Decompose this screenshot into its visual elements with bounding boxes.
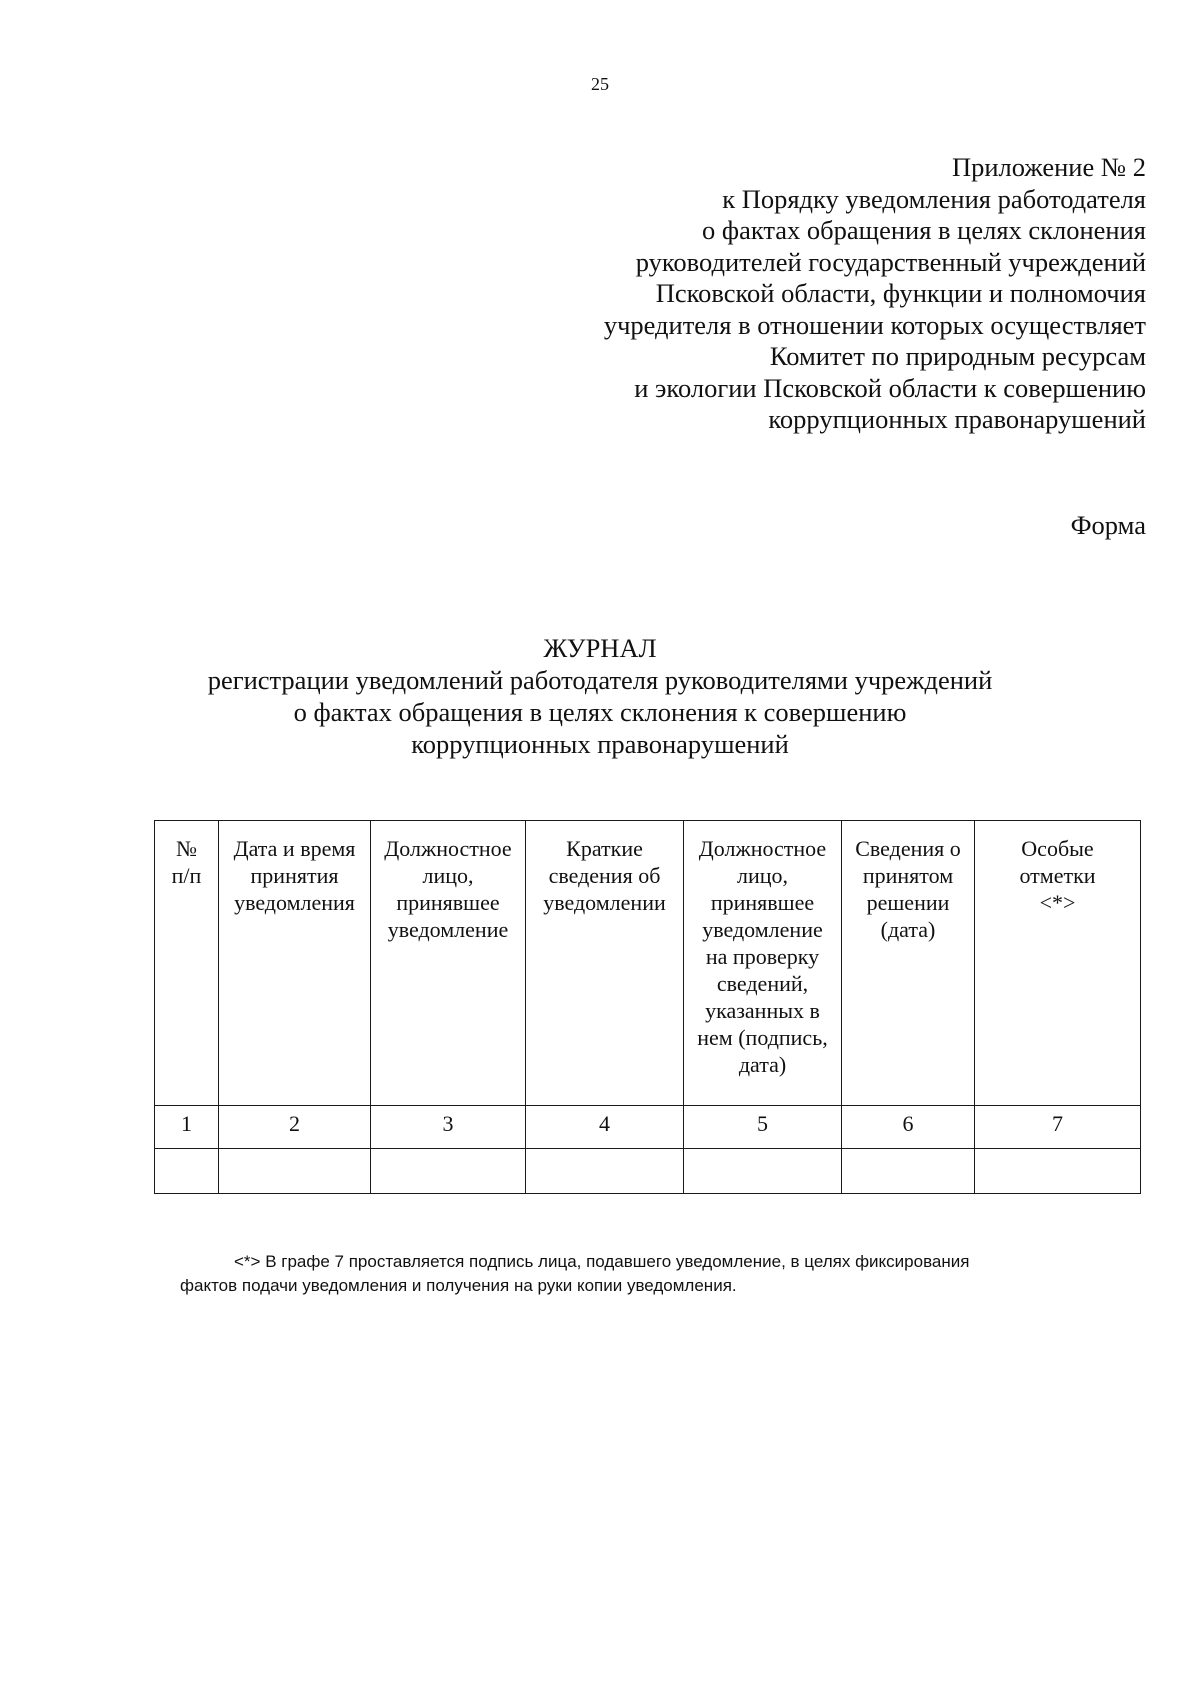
column-number-cell: 3 xyxy=(371,1106,526,1149)
footnote-line: фактов подачи уведомления и получения на руки копии уведомления. xyxy=(180,1276,737,1295)
appendix-line: Приложение № 2 xyxy=(951,152,1146,182)
column-number-cell: 4 xyxy=(526,1106,684,1149)
header-cell-number: № п/п xyxy=(155,821,219,1106)
table-row xyxy=(155,1149,1141,1194)
appendix-line: коррупционных правонарушений xyxy=(768,404,1146,434)
empty-cell xyxy=(155,1149,219,1194)
column-number-cell: 1 xyxy=(155,1106,219,1149)
header-cell-decision: Сведения о принятом решении (дата) xyxy=(842,821,975,1106)
appendix-line: и экологии Псковской области к совершению xyxy=(634,372,1146,403)
empty-cell xyxy=(842,1149,975,1194)
journal-subtitle-line: о фактах обращения в целях склонения к совершению xyxy=(293,697,907,727)
empty-cell xyxy=(219,1149,371,1194)
column-number-row xyxy=(155,1106,1141,1149)
appendix-line: руководителей государственный учреждений xyxy=(635,246,1146,277)
empty-cell xyxy=(684,1149,842,1194)
appendix-line: Комитет по природным ресурсам xyxy=(769,341,1146,371)
empty-cell xyxy=(526,1149,684,1194)
empty-cell xyxy=(371,1149,526,1194)
column-number-cell: 2 xyxy=(219,1106,371,1149)
appendix-line: к Порядку уведомления работодателя xyxy=(722,183,1146,214)
appendix-heading xyxy=(506,152,1146,436)
journal-subtitle-line: коррупционных правонарушений xyxy=(411,729,789,759)
footnote xyxy=(180,1250,1140,1298)
registration-table xyxy=(154,820,1141,1194)
page-number: 25 xyxy=(591,74,609,94)
column-number-cell: 7 xyxy=(975,1106,1141,1149)
column-number-cell: 5 xyxy=(684,1106,842,1149)
empty-cell xyxy=(975,1149,1141,1194)
appendix-line: Псковской области, функции и полномочия xyxy=(655,278,1146,308)
header-cell-summary: Краткие сведения об уведомлении xyxy=(526,821,684,1106)
header-cell-special-notes: Особые отметки <*> xyxy=(975,821,1141,1106)
header-cell-official-received: Должностное лицо, принявшее уведомление xyxy=(371,821,526,1106)
table-header-row xyxy=(155,821,1141,1106)
journal-title-block xyxy=(0,632,1200,760)
appendix-line: о фактах обращения в целях склонения xyxy=(702,215,1146,245)
header-cell-official-verification: Должностное лицо, принявшее уведомление на проверку сведений, указанных в нем (подпись, дата) xyxy=(684,821,842,1106)
appendix-line: учредителя в отношении которых осуществляет xyxy=(603,309,1146,340)
form-label: Форма xyxy=(1070,510,1146,540)
column-number-cell: 6 xyxy=(842,1106,975,1149)
journal-title: ЖУРНАЛ xyxy=(543,633,657,663)
header-cell-date-time: Дата и время принятия уведомления xyxy=(219,821,371,1106)
journal-subtitle-line: регистрации уведомлений работодателя руководителями учреждений xyxy=(207,665,993,695)
footnote-line: <*> В графе 7 проставляется подпись лица, подавшего уведомление, в целях фиксирования xyxy=(234,1252,970,1271)
